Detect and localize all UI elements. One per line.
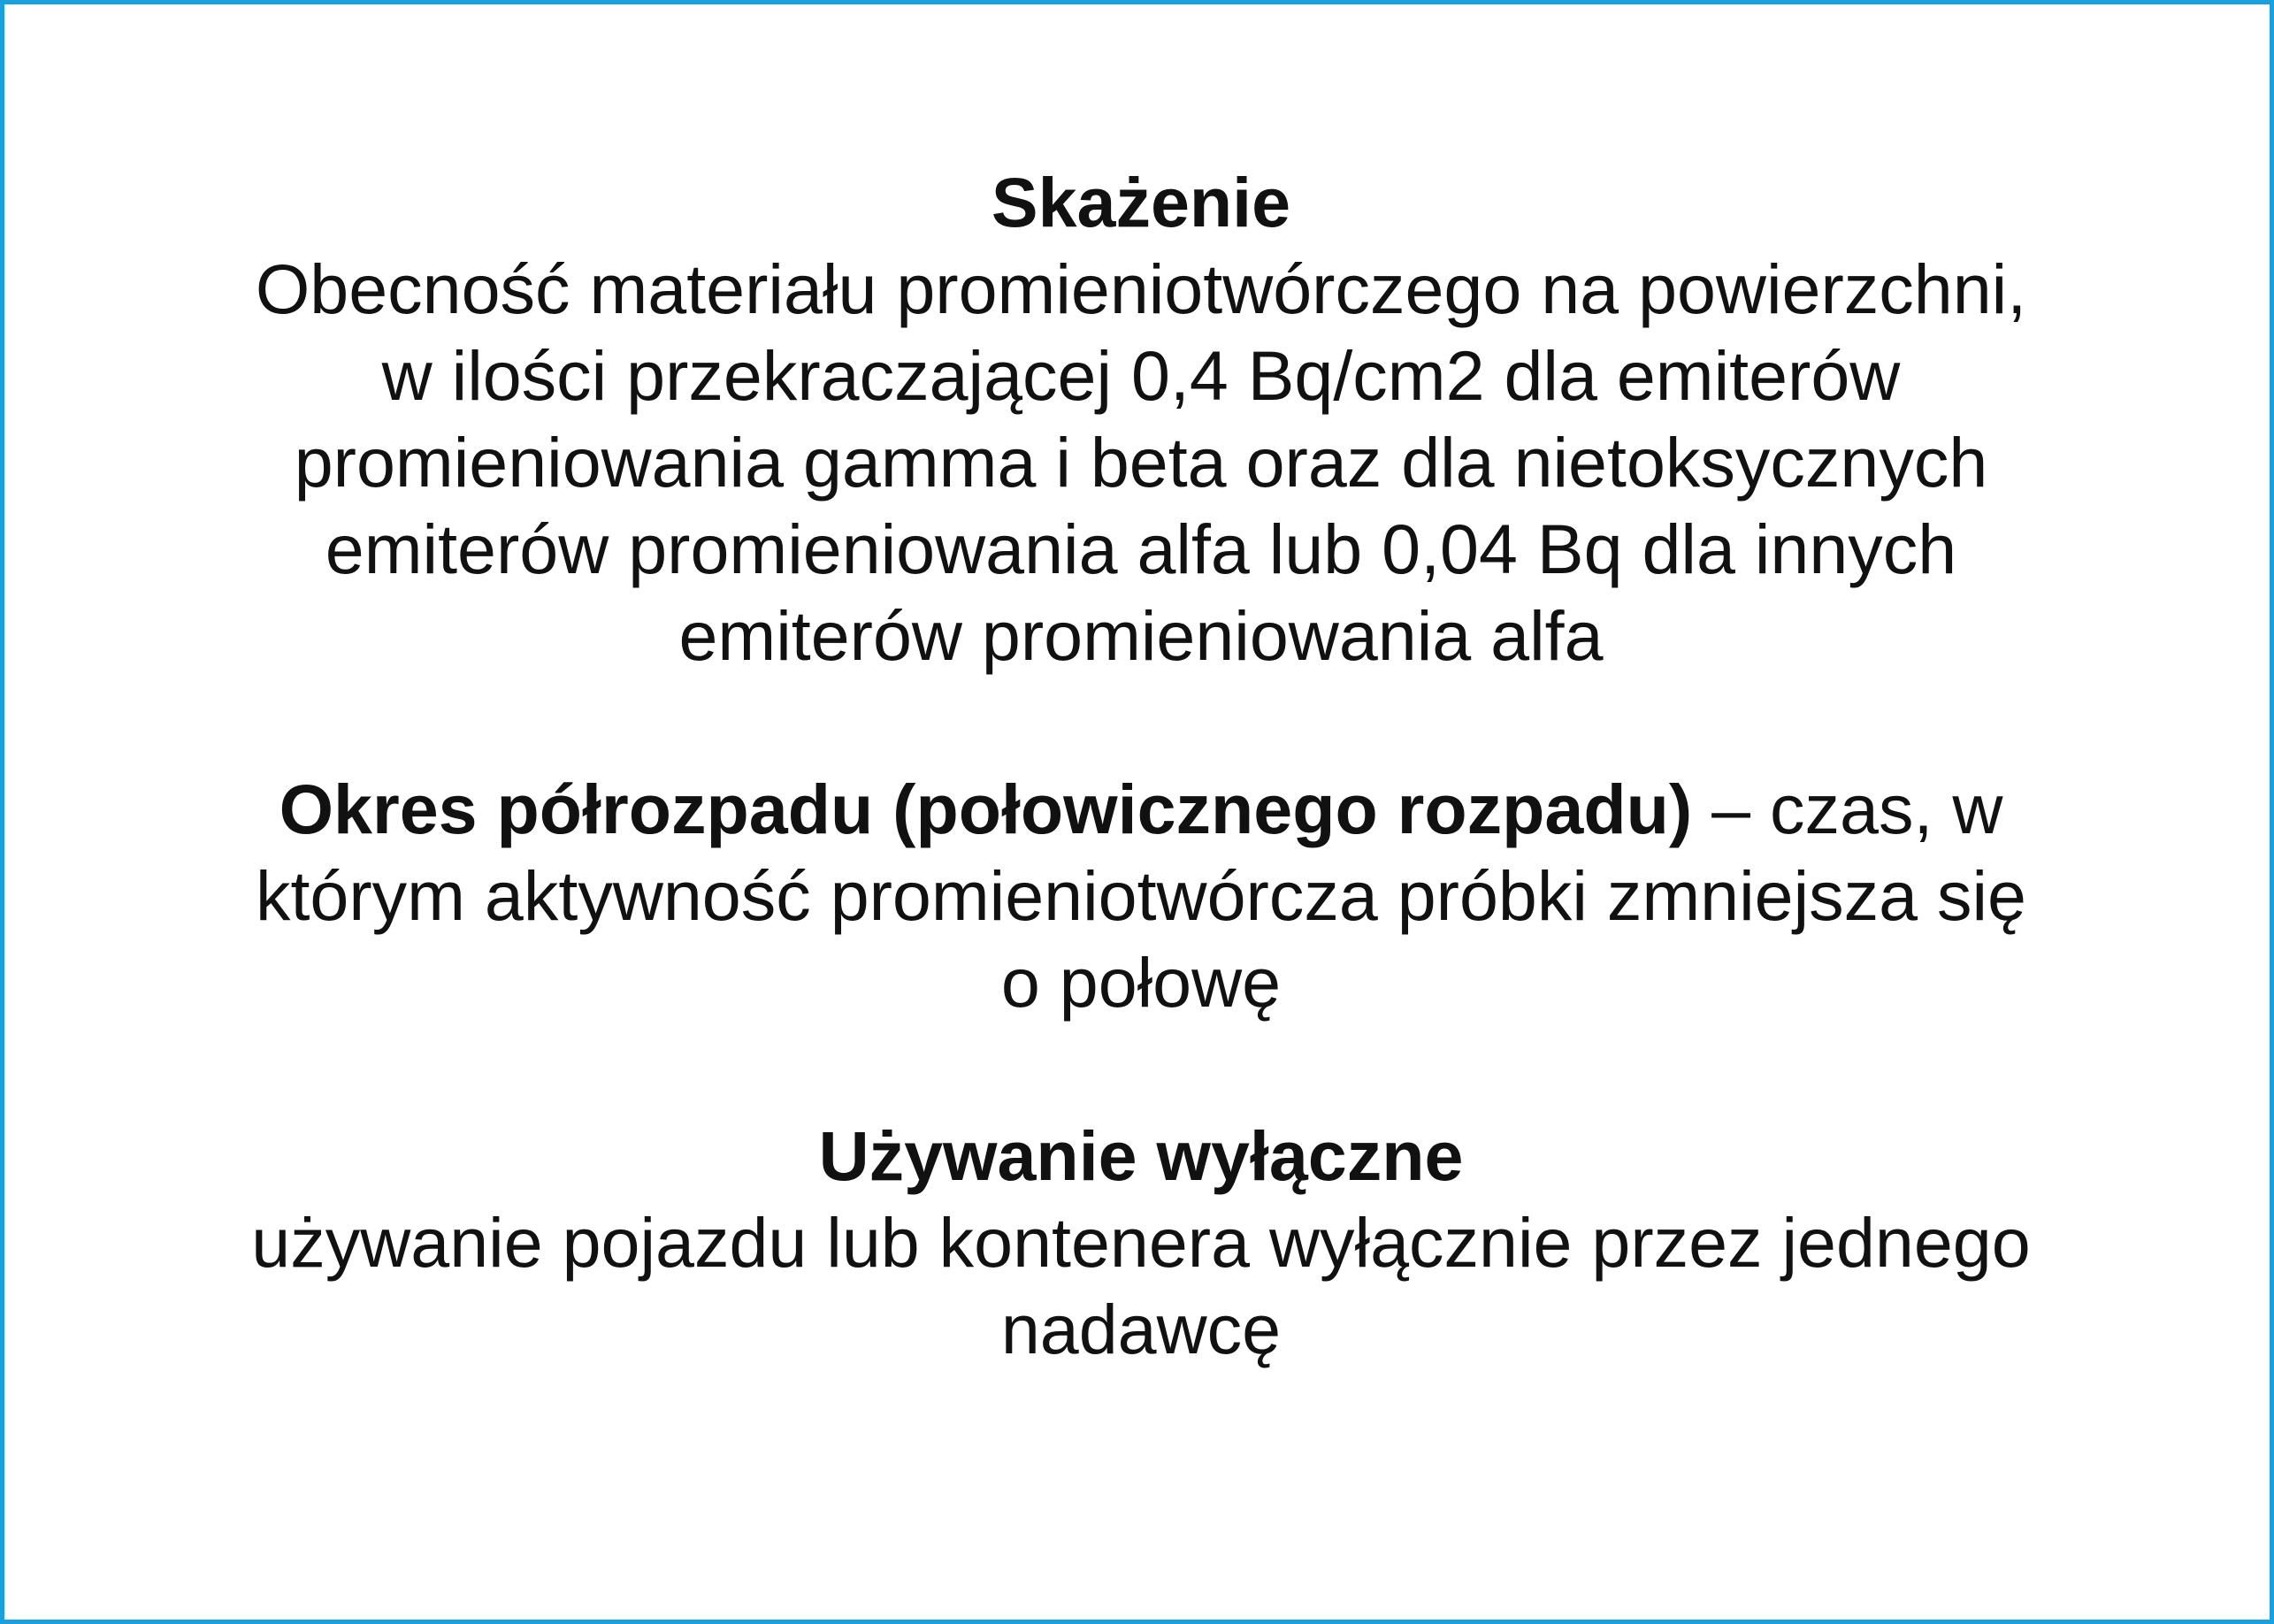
definition-term: Okres półrozpadu (połowicznego rozpadu) <box>279 770 1693 848</box>
definition-text-line: używanie pojazdu lub kontenera wyłącznie przez jednego <box>251 1203 2031 1282</box>
definition-text-line: emiterów promieniowania alfa lub 0,04 Bq dla innych <box>325 509 1957 588</box>
definition-term: Skażenie <box>991 163 1291 241</box>
definition-first-line <box>119 766 2163 853</box>
definition-term: Używanie wyłączne <box>818 1116 1464 1195</box>
definition-text-line: nadawcę <box>1000 1290 1282 1368</box>
definition-text-line: o połowę <box>1000 943 1282 1022</box>
slide-content <box>119 159 2163 1373</box>
definition-exclusive-use <box>119 1113 2163 1373</box>
definition-text-line: promieniowania gamma i beta oraz dla nietoksycznych <box>294 423 1988 502</box>
definition-text-inline: – czas, w <box>1692 770 2003 848</box>
definition-text-line: emiterów promieniowania alfa <box>678 596 1604 675</box>
definition-contamination <box>119 159 2163 679</box>
definition-text-line: w ilości przekraczającej 0,4 Bq/cm2 dla emiterów <box>381 336 1901 415</box>
definition-half-life <box>119 766 2163 1026</box>
definition-text-line: Obecność materiału promieniotwórczego na powierzchni, <box>255 249 2027 328</box>
definition-text-line: którym aktywność promieniotwórcza próbki zmniejsza się <box>255 856 2026 935</box>
